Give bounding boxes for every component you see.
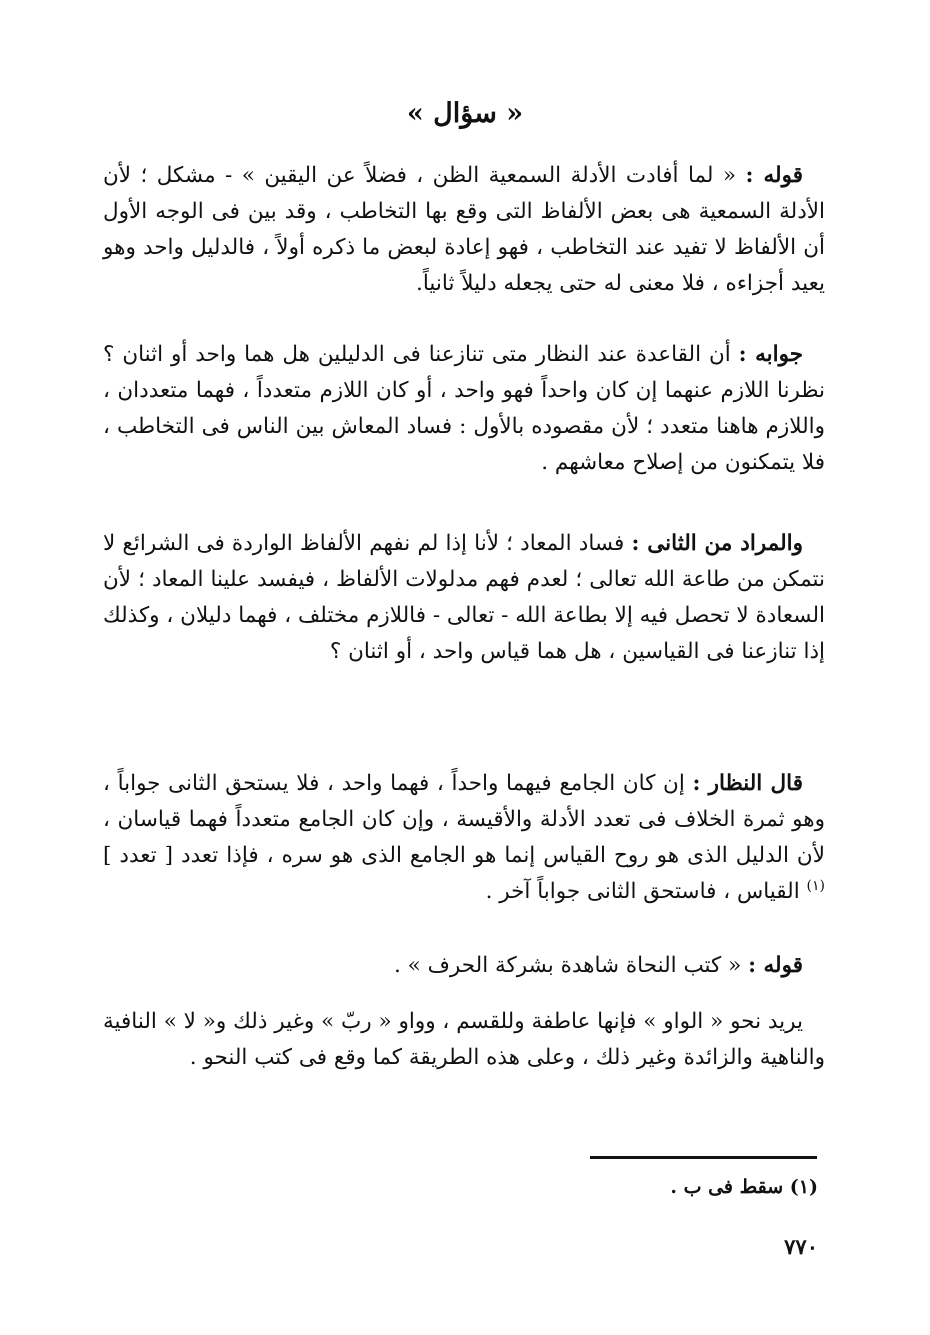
paragraph-4 <box>103 766 825 910</box>
paragraph-3-lead: والمراد من الثانى : <box>631 531 803 556</box>
paragraph-3 <box>103 526 825 670</box>
paragraph-2-lead: جوابه : <box>738 342 804 367</box>
paragraph-1-lead: قوله : <box>745 163 803 188</box>
paragraph-6-text: يريد نحو « الواو » فإنها عاطفة وللقسم ، وواو « ربّ » وغير ذلك و« لا » النافية والناهية والزائدة وغير ذلك ، وعلى هذه الطريقة كما وقع فى كتب النحو . <box>103 1009 825 1070</box>
paragraph-5 <box>103 948 825 984</box>
paragraph-3-text: فساد المعاد ؛ لأنا إذا لم نفهم الألفاظ الواردة فى الشرائع لا نتمكن من طاعة الله تعالى ؛ لعدم فهم مدلولات الألفاظ ، فيفسد علينا المعاد ؛ لأن السعادة لا تحصل فيه إلا بطاعة الله - تعالى - فاللازم مختلف ، فهما دليلان ، وكذلك إذا تنازعنا فى القياسين ، هل هما قياس واحد ، أو اثنان ؟ <box>102 531 825 664</box>
paragraph-5-text: « كتب النحاة شاهدة بشركة الحرف » . <box>393 953 749 978</box>
page-number: ٧٧٠ <box>784 1234 818 1259</box>
paragraph-6 <box>103 1004 825 1076</box>
paragraph-1 <box>103 158 825 302</box>
paragraph-2-text: أن القاعدة عند النظار متى تنازعنا فى الدليلين هل هما واحد أو اثنان ؟ نظرنا اللازم عنهما إن كان واحداً فهو واحد ، أو كان اللازم متعدداً ، فهما متعددان ، واللازم هاهنا متعدد ؛ لأن مقصوده بالأول : فساد المعاش بين الناس فى التخاطب ، فلا يتمكنون من إصلاح معاشهم . <box>103 342 825 475</box>
paragraph-2 <box>103 337 825 481</box>
footnote-reference-marker: (١) <box>806 877 825 894</box>
paragraph-4-text-before-note: إن كان الجامع فيهما واحداً ، فهما واحد ، فلا يستحق الثانى جواباً ، وهو ثمرة الخلاف فى تعدد الأدلة والأقيسة ، وإن كان الجامع متعدداً فهما قياسان ، لأن الدليل الذى هو روح القياس إنما هو الجامع الذى هو سره ، فإذا تعدد [ تعدد ] <box>103 771 825 868</box>
paragraph-4-lead: قال النظار : <box>692 771 803 796</box>
paragraph-1-text: « لما أفادت الأدلة السمعية الظن ، فضلاً عن اليقين » - مشكل ؛ لأن الأدلة السمعية هى بعض الألفاظ التى وقع بها التخاطب ، وقد بين فى الوجه الأول أن الألفاظ لا تفيد عند التخاطب ، فهو إعادة لبعض ما ذكره أولاً ، فالدليل واحد وهو يعيد أجزاءه ، فلا معنى له حتى يجعله دليلاً ثانياً. <box>103 163 825 296</box>
footnote: (١) سقط فى ب . <box>670 1176 818 1198</box>
footnote-separator <box>590 1156 817 1159</box>
section-heading: « سؤال » <box>406 98 524 129</box>
paragraph-5-lead: قوله : <box>748 953 803 978</box>
paragraph-4-text-after-note: القياس ، فاستحق الثانى جواباً آخر . <box>485 879 807 904</box>
